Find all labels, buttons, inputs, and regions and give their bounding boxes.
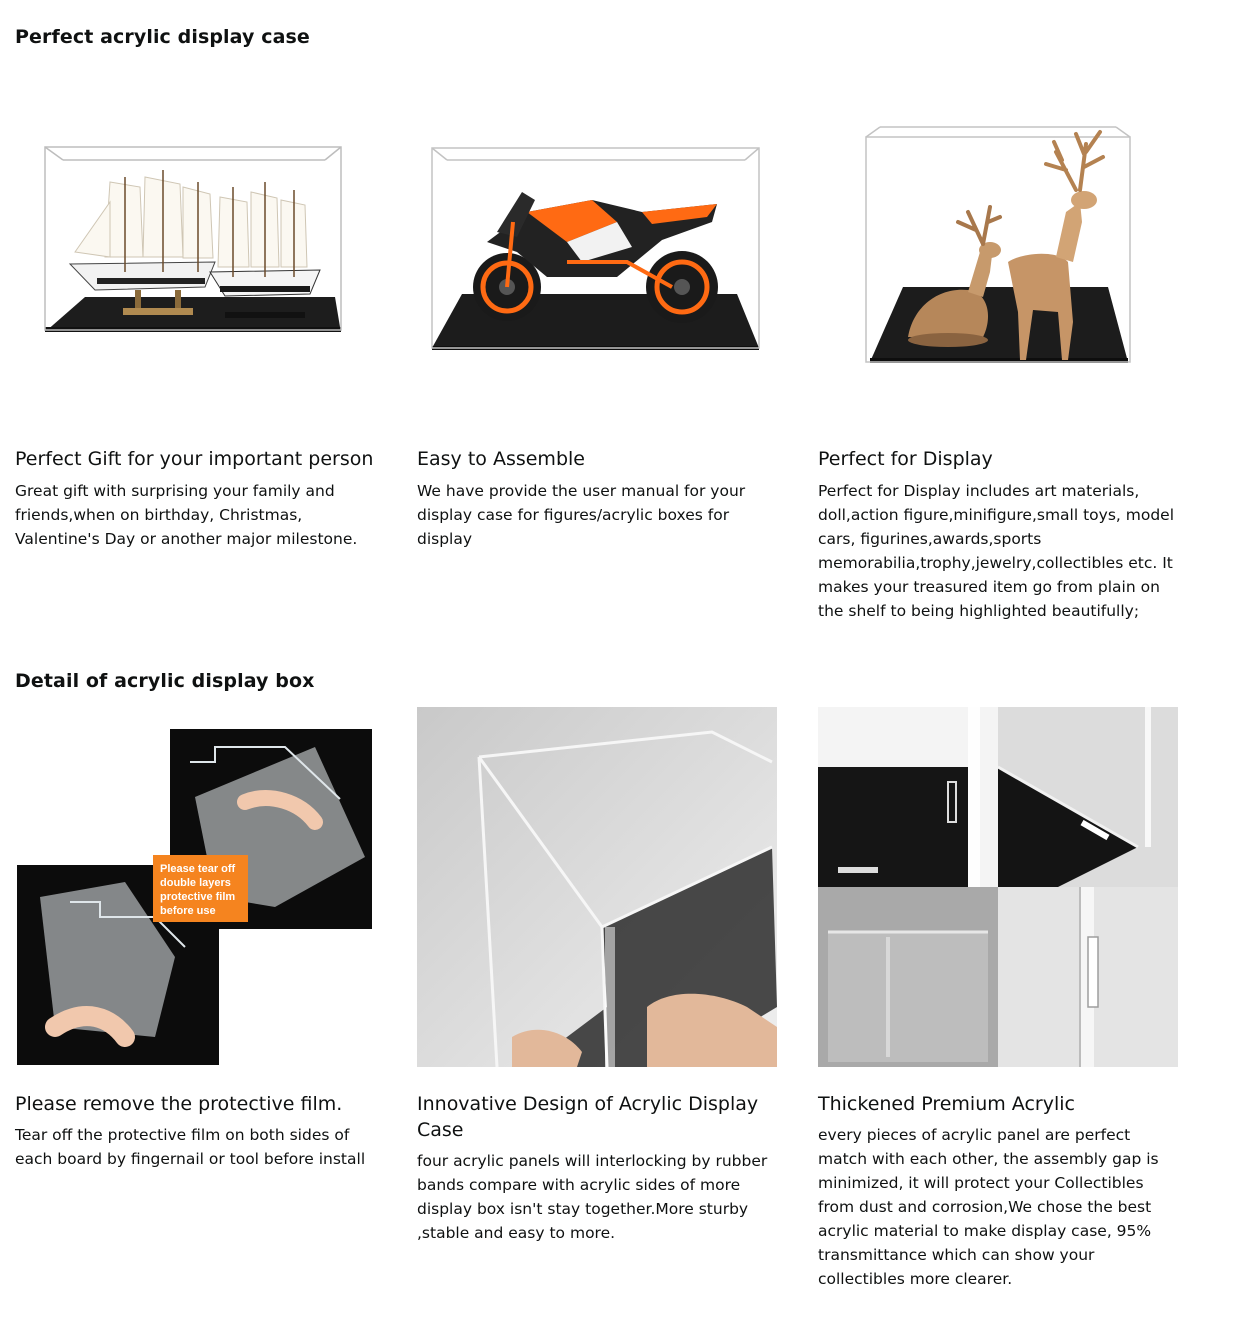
- badge-line-3: protective film: [160, 891, 236, 903]
- ships-display-image: [15, 72, 375, 432]
- badge-line-1: Please tear off: [160, 863, 236, 875]
- card-innovative-design-body: four acrylic panels will interlocking by rubber bands compare with acrylic sides of more display box isn't stay together.More sturby ,stable and easy to more.: [417, 1152, 768, 1242]
- badge-line-2: double layers: [160, 877, 231, 889]
- card-protective-film-body: Tear off the protective film on both sides of each board by fingernail or tool before install: [15, 1126, 366, 1168]
- card-display-body: Perfect for Display includes art materials, doll,action figure,minifigure,small toys, model cars, figurines,awards,sports memorabilia,trophy,jewelry,collectibles etc. It makes your treasured item go from plain on the shelf to being highlighted beautifully;: [818, 482, 1175, 620]
- joint-details-image: [818, 707, 1178, 1067]
- card-assemble-body: We have provide the user manual for your display case for figures/acrylic boxes for display: [417, 482, 746, 548]
- card-protective-film-heading: Please remove the protective film.: [15, 1093, 343, 1115]
- badge-line-4: before use: [160, 905, 216, 917]
- card-premium-acrylic-body: every pieces of acrylic panel are perfect match with each other, the assembly gap is minimized, it will protect your Collectibles from dust and corrosion,We chose the best acrylic material to make display case, 95% transmittance which can show your collectibles more clearer.: [818, 1126, 1159, 1288]
- card-gift-heading: Perfect Gift for your important person: [15, 448, 374, 470]
- card-gift-body: Great gift with surprising your family and friends,when on birthday, Christmas, Valentine's Day or another major milestone.: [15, 482, 358, 548]
- protective-film-image: [15, 707, 375, 1067]
- card-display-heading: Perfect for Display: [818, 448, 993, 470]
- motorcycle-display-image: [417, 72, 777, 432]
- section-title-display-case: Perfect acrylic display case: [15, 26, 310, 48]
- deer-display-image: [818, 72, 1178, 432]
- corner-closeup-image: [417, 707, 777, 1067]
- card-premium-acrylic-heading: Thickened Premium Acrylic: [818, 1093, 1075, 1115]
- card-innovative-design-heading: Innovative Design of Acrylic Display Case: [417, 1093, 759, 1141]
- card-assemble-heading: Easy to Assemble: [417, 448, 585, 470]
- section-title-detail: Detail of acrylic display box: [15, 670, 315, 692]
